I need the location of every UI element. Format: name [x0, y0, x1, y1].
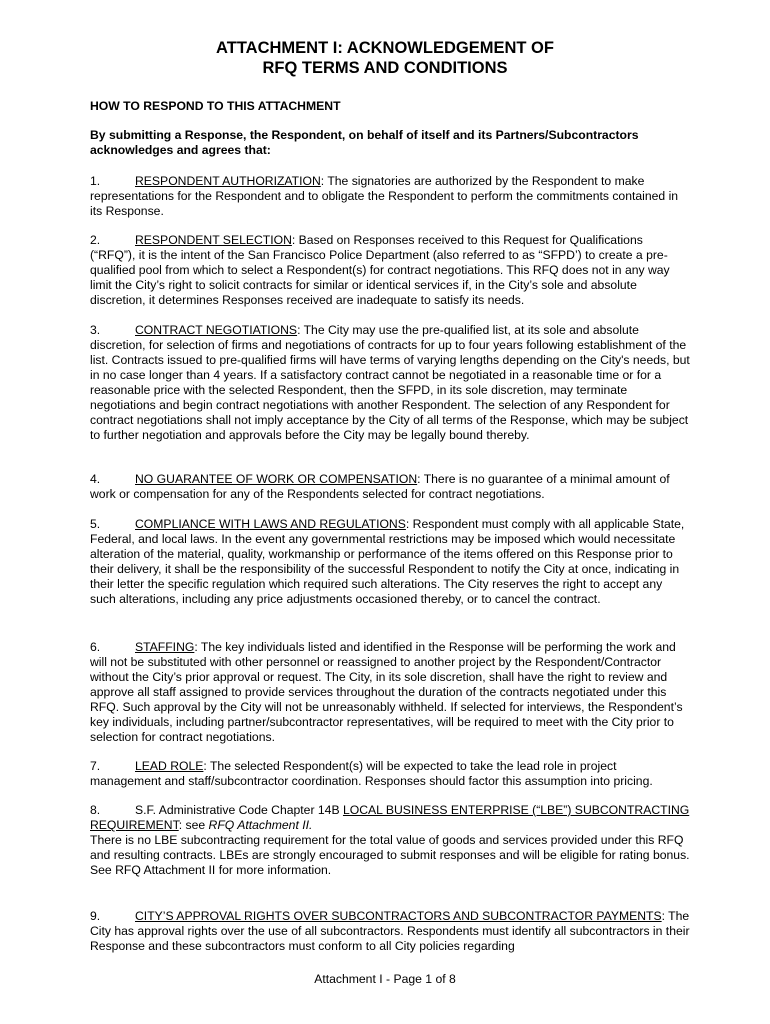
item-title: LEAD ROLE: [135, 759, 204, 773]
item-title: CONTRACT NEGOTIATIONS: [135, 323, 298, 337]
item-title: LOCAL BUSINESS ENTERPRISE (“LBE”) SUBCONTRACTING REQUIREMENT: [90, 803, 690, 832]
item-2: [90, 233, 690, 308]
item-text: : Based on Responses received to this Request for Qualifications (“RFQ”), it is the intent of the San Francisco Police Department (also referred to as “SFPD’) to create a pre-qualified pool from which to select a Respondent(s) for contract negotiations. This RFQ does not in any way limit the City’s right to solicit contracts for similar or identical services if, in the City’s sole and absolute discretion, it determines Responses received are inadequate to satisfy its needs.: [90, 233, 670, 307]
item-title: NO GUARANTEE OF WORK OR COMPENSATION: [135, 472, 418, 486]
item-3: [90, 323, 690, 443]
item-number: 2.: [90, 233, 101, 247]
item-9: [90, 909, 690, 954]
item-number: 1.: [90, 174, 101, 188]
item-title: RESPONDENT SELECTION: [135, 233, 292, 247]
item-number: 3.: [90, 323, 101, 337]
item-number: 7.: [90, 759, 101, 773]
item-text: : The City has approval rights over the use of all subcontractors. Respondents must identify all subcontractors in their Response and these subcontractors must conform to all City policies regarding: [90, 909, 690, 953]
item-text: : The signatories are authorized by the Respondent to make representations for the Respondent and to obligate the Respondent to perform the commitments contained in its Response.: [90, 174, 679, 218]
item-number: 9.: [90, 909, 101, 923]
item-text: : Respondent must comply with all applicable State, Federal, and local laws. In the event any governmental restrictions may be imposed which would necessitate alteration of the material, quality, workmanship or performance of the items offered on this Response prior to their delivery, it shall be the responsibility of the successful Respondent to notify the City at once, indicating in their letter the specific regulation which required such alterations. The City reserves the right to accept any such alterations, including any price adjustments occasioned thereby, or to cancel the contract.: [90, 517, 685, 606]
item-text: : The selected Respondent(s) will be expected to take the lead role in project management and staff/subcontractor coordination. Responses should factor this assumption into pricing.: [90, 759, 653, 788]
item-number: 4.: [90, 472, 101, 486]
item-8: [90, 803, 690, 878]
item-text: : There is no guarantee of a minimal amount of work or compensation for any of the Respondents selected for contract negotiations.: [90, 472, 670, 501]
item-7: [90, 759, 690, 789]
item-1: [90, 174, 690, 219]
intro-paragraph: By submitting a Response, the Respondent, on behalf of itself and its Partners/Subcontractors acknowledges and agrees that:: [90, 128, 639, 157]
item-title: STAFFING: [135, 640, 195, 654]
item-title: COMPLIANCE WITH LAWS AND REGULATIONS: [135, 517, 406, 531]
item-number: 6.: [90, 640, 101, 654]
document-title: [0, 38, 770, 78]
section-heading: HOW TO RESPOND TO THIS ATTACHMENT: [90, 99, 341, 113]
item-title: RESPONDENT AUTHORIZATION: [135, 174, 321, 188]
item-text: : The City may use the pre-qualified list, at its sole and absolute discretion, for selection of firms and negotiations of contracts for up to four years following establishment of the list. Contracts issued to pre-qualified firms will have terms of varying lengths depending on the City's needs, but in no case longer than 4 years. If a satisfactory contract cannot be negotiated in a reasonable time or for a reasonable price with the selected Respondent, then the SFPD, in its sole discretion, may terminate negotiations and begin contract negotiations with another Respondent. The selection of any Respondent for contract negotiations shall not imply acceptance by the City of all terms of the Response, which may be subject to further negotiation and approvals before the City may be legally bound thereby.: [90, 323, 690, 442]
item-prefix: S.F. Administrative Code Chapter 14B: [135, 803, 343, 817]
page-footer: Attachment I - Page 1 of 8: [314, 972, 456, 986]
item-title: CITY’S APPROVAL RIGHTS OVER SUBCONTRACTORS AND SUBCONTRACTOR PAYMENTS: [135, 909, 662, 923]
item-number: 8.: [90, 803, 101, 817]
title-line-2: RFQ TERMS AND CONDITIONS: [262, 59, 508, 77]
item-5: [90, 517, 690, 607]
title-line-1: ATTACHMENT I: ACKNOWLEDGEMENT OF: [216, 39, 554, 57]
item-body: There is no LBE subcontracting requirement for the total value of goods and services provided under this RFQ and resulting contracts. LBEs are strongly encouraged to submit responses and will be eligible for rating bonus. See RFQ Attachment II for more information.: [90, 833, 690, 877]
item-number: 5.: [90, 517, 101, 531]
item-see: : see: [178, 818, 209, 832]
item-text: : The key individuals listed and identified in the Response will be performing the work and will not be substituted with other personnel or reassigned to another project by the Respondent/Contractor without the City’s prior approval or request. The City, in its sole discretion, shall have the right to review and approve all staff assigned to provide services throughout the duration of the contracts negotiated under this RFQ. Such approval by the City will not be unreasonably withheld. If selected for interviews, the Respondent’s key individuals, including partner/subcontractor representatives, will be required to meet with the City prior to selection for contract negotiations.: [90, 640, 683, 744]
item-6: [90, 640, 690, 745]
item-4: [90, 472, 690, 502]
item-reference: RFQ Attachment II.: [208, 818, 313, 832]
